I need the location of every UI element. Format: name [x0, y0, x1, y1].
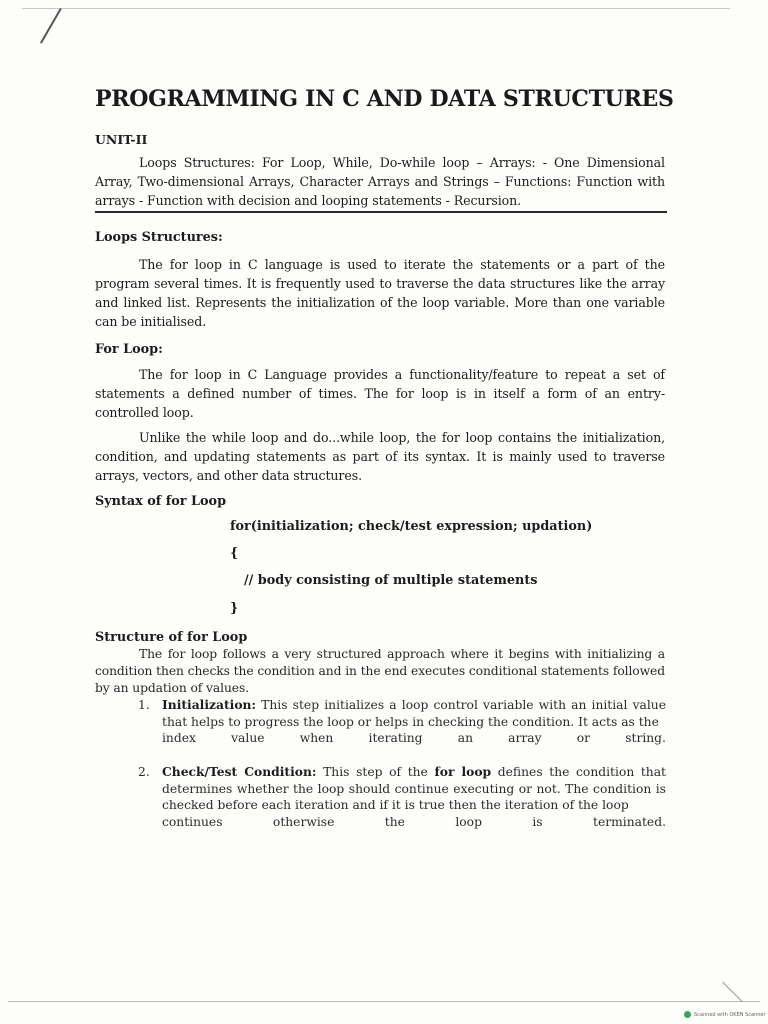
- word: string.: [625, 731, 666, 745]
- word: an: [457, 731, 473, 745]
- word: index: [162, 731, 196, 745]
- section-divider: [95, 211, 667, 213]
- syntax-body-comment: // body consisting of multiple statements: [244, 573, 538, 588]
- syntax-heading: Syntax of for Loop: [95, 494, 227, 509]
- loops-structures-paragraph: The for loop in C language is used to iterate the statements or a part of the program several times. It is frequently used to traverse the data structures like the array and linked list. Represents the initialization of the loop variable. More than one variable can be initialised.: [95, 257, 665, 329]
- list-last-line: [162, 814, 666, 831]
- list-number: 1.: [138, 698, 150, 712]
- word: terminated.: [593, 814, 666, 829]
- page-corner-mark: [722, 982, 743, 1003]
- syntax-close-brace: }: [230, 601, 239, 616]
- syntax-for-line: for(initialization; check/test expression; updation): [230, 519, 593, 534]
- list-item-initialization: [138, 697, 666, 747]
- list-item-check-condition: [138, 764, 666, 830]
- list-text: defines the condition that determines whether the loop should continue executing or not. The condition is checked before each iteration and if it is true then the iteration of the loop: [162, 765, 667, 812]
- word: loop: [455, 814, 482, 829]
- list-text: This step initializes a loop control variable with an initial value that helps to progress the loop or helps in checking the condition. It acts as the: [162, 698, 666, 729]
- loops-structures-heading: Loops Structures:: [95, 230, 223, 245]
- word: the: [384, 814, 405, 829]
- document-title: PROGRAMMING IN C AND DATA STRUCTURES: [95, 86, 674, 112]
- word: value: [231, 731, 265, 745]
- word: is: [532, 814, 543, 829]
- word: continues: [162, 814, 223, 829]
- for-loop-paragraph-1: The for loop in C Language provides a functionality/feature to repeat a set of statements a defined number of times. The for loop is in itself a form of an entry-controlled loop.: [95, 367, 665, 420]
- word: array: [508, 731, 542, 745]
- word: otherwise: [272, 814, 335, 829]
- unit-label: UNIT-II: [95, 132, 148, 147]
- list-number: 2.: [138, 765, 150, 779]
- list-last-line: [162, 730, 666, 747]
- syllabus-paragraph: Loops Structures: For Loop, While, Do-while loop – Arrays: - One Dimensional Array, Two-dimensional Arrays, Character Arrays and Strings – Functions: Function with arrays - Function with decision and looping statements - Recursion.: [95, 155, 665, 208]
- word: when: [299, 731, 334, 745]
- list-term: Initialization:: [162, 697, 257, 712]
- for-loop-heading: For Loop:: [95, 342, 163, 357]
- structure-paragraph: The for loop follows a very structured approach where it begins with initializing a condition then checks the condition and in the end executes conditional statements followed by an updation of values.: [95, 647, 665, 695]
- for-loop-paragraph-2: Unlike the while loop and do...while loop, the for loop contains the initialization, condition, and updating statements as part of its syntax. It is mainly used to traverse arrays, vectors, and other data structures.: [95, 430, 665, 483]
- page-bottom-edge: [8, 1001, 760, 1002]
- word: iterating: [368, 731, 423, 745]
- scanner-watermark: [684, 1011, 766, 1018]
- scanner-logo-icon: [684, 1011, 691, 1018]
- list-term: Check/Test Condition:: [162, 764, 317, 779]
- pen-mark: [40, 8, 62, 44]
- page-top-edge: [22, 8, 730, 9]
- structure-heading: Structure of for Loop: [95, 630, 248, 645]
- word: or: [576, 731, 591, 745]
- scanner-label: Scanned with OKEN Scanner: [694, 1011, 766, 1018]
- list-inline-bold: for loop: [434, 764, 492, 779]
- syntax-open-brace: {: [230, 546, 239, 561]
- list-text: This step of the: [323, 765, 428, 779]
